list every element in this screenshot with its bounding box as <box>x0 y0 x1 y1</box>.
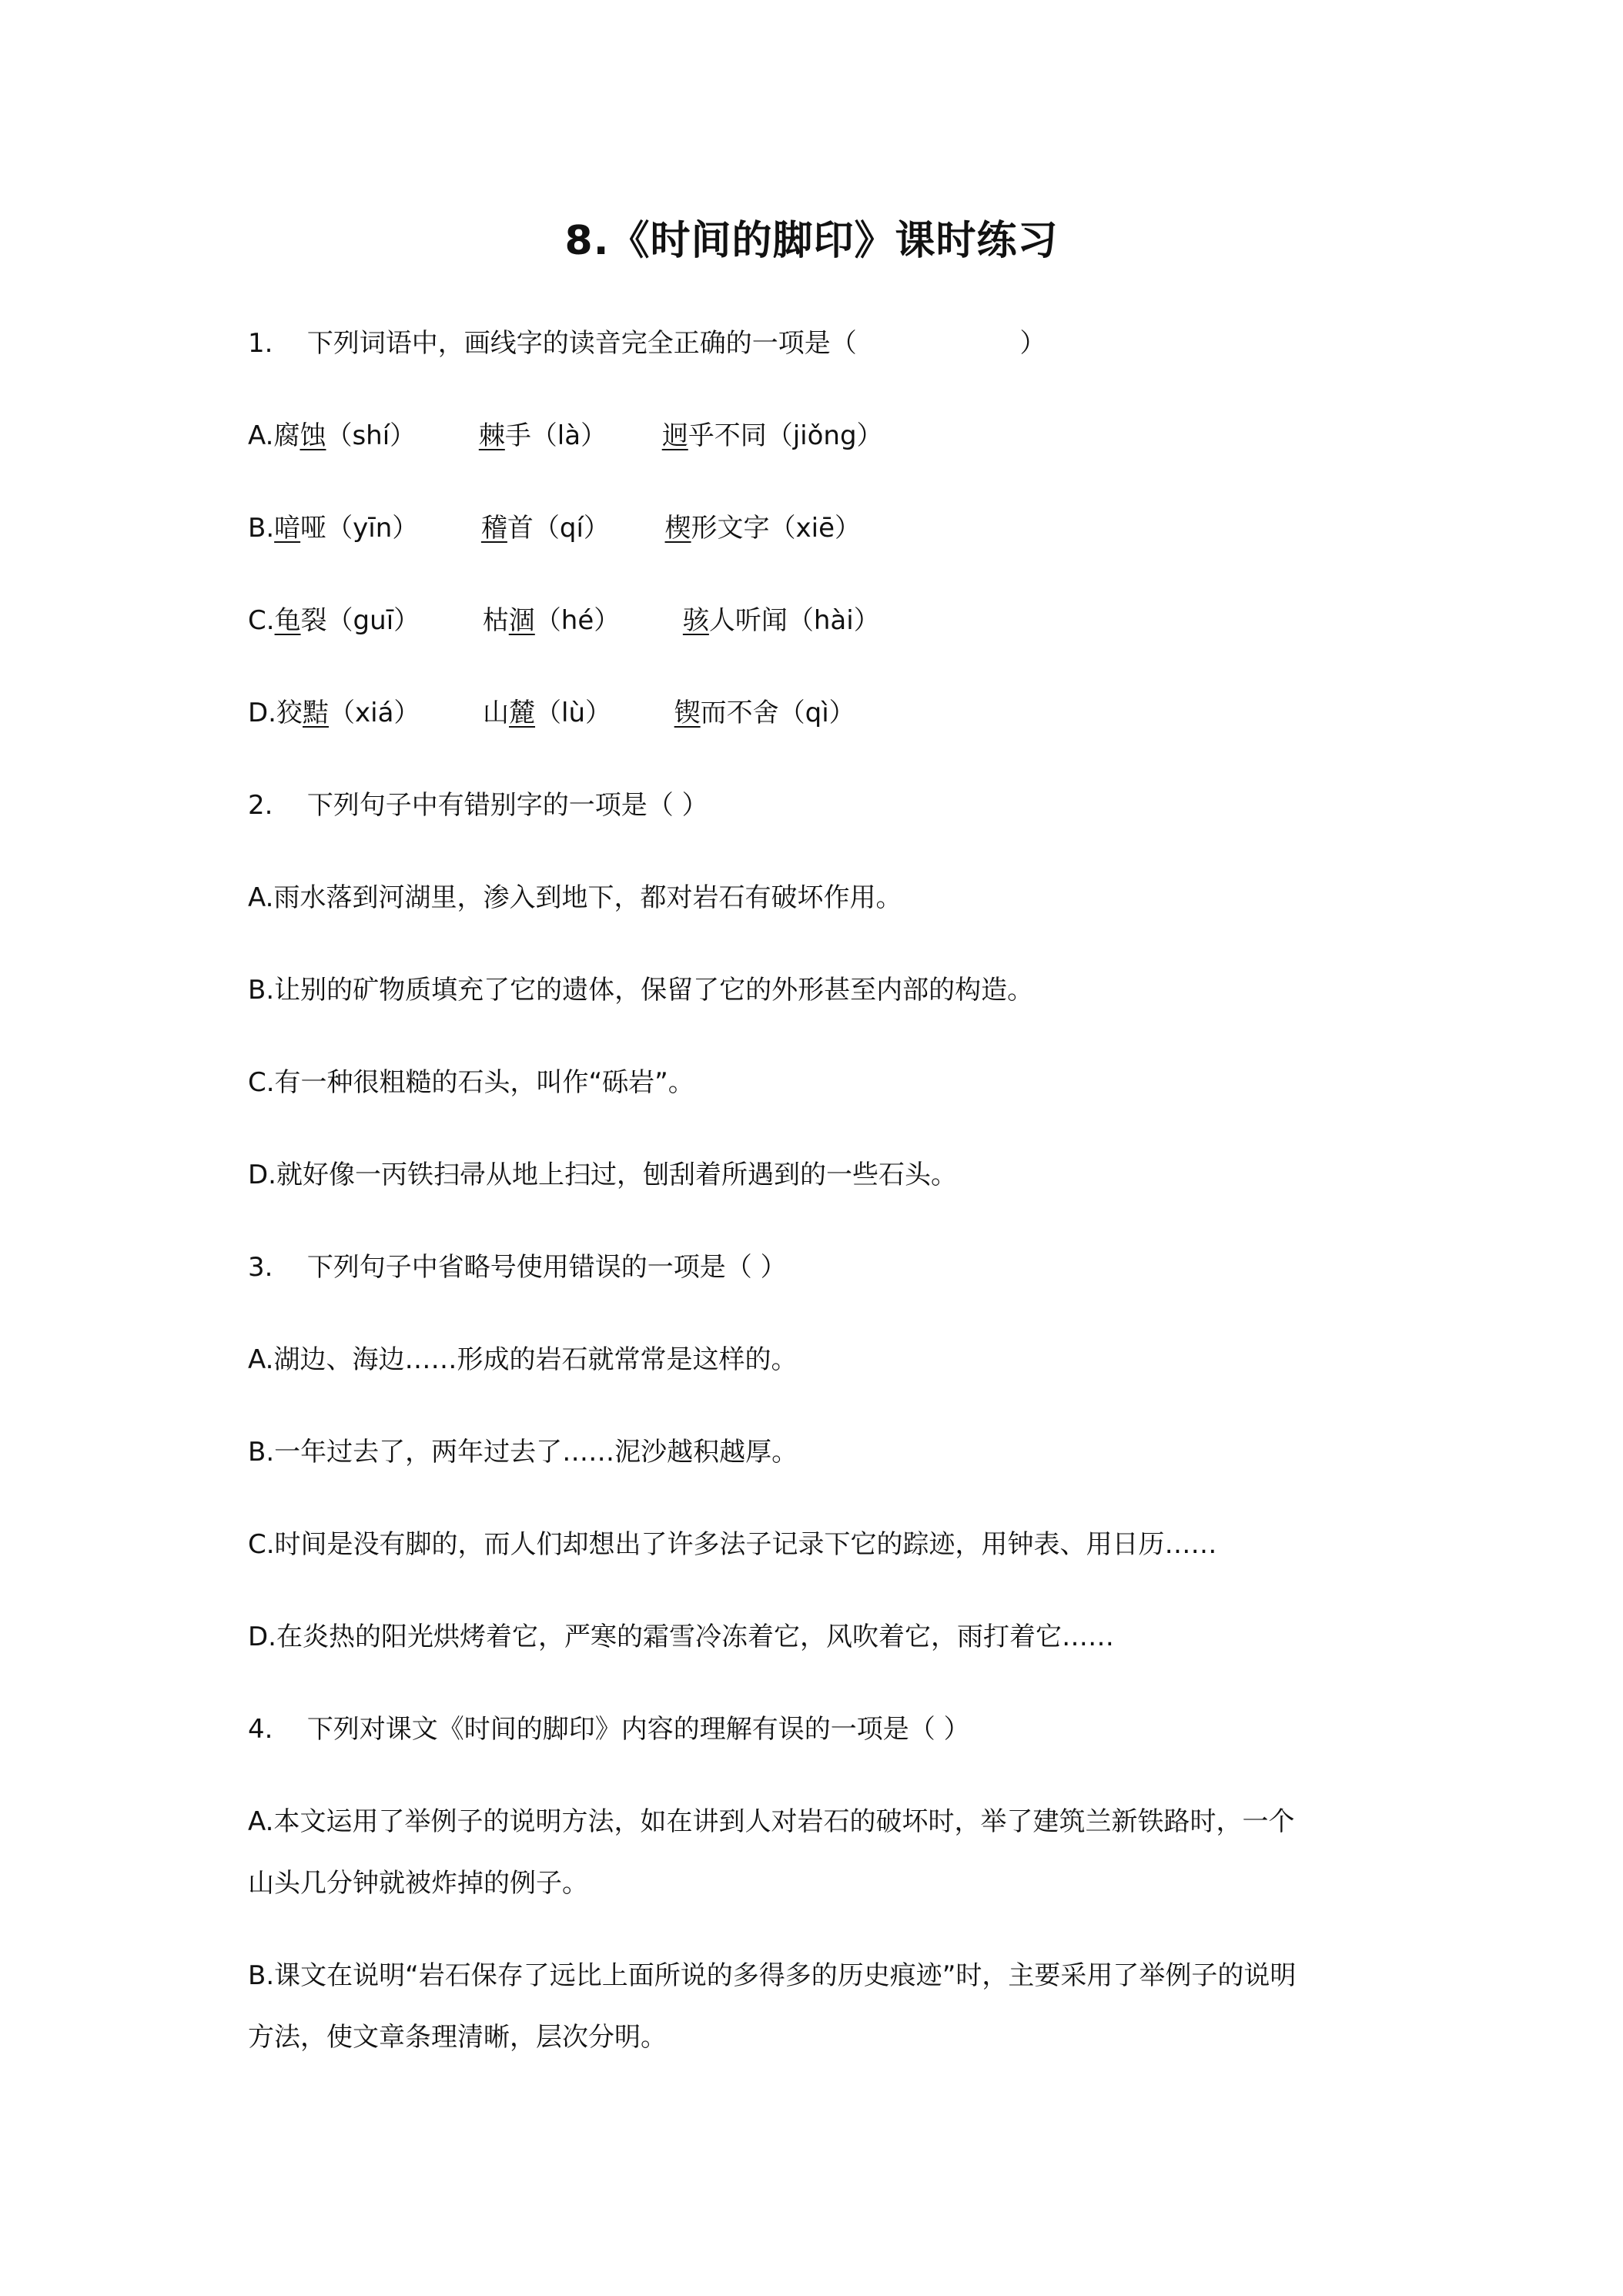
option-item: 楔形文字（xiē） <box>664 513 862 544</box>
option-item: 狡黠（xiá） <box>276 698 420 728</box>
option-d: D.就好像一丙铁扫帚从地上扫过，刨刮着所遇到的一些石头。 <box>248 1160 957 1190</box>
option-b <box>248 510 861 547</box>
option-item: 腐蚀（shí） <box>273 420 417 451</box>
question-stem: 下列句子中省略号使用错误的一项是（ ） <box>306 1252 787 1283</box>
option-item: 龟裂（guī） <box>274 605 420 636</box>
question-stem-close: ） <box>1019 328 1046 359</box>
option-item: 稽首（qí） <box>480 513 610 544</box>
page-title: 8.《时间的脚印》课时练习 <box>564 218 1059 264</box>
option-letter: C. <box>248 605 275 636</box>
option-item: 枯涸（hé） <box>482 605 621 636</box>
question-1 <box>248 325 1046 362</box>
option-b-line-2: 方法，使文章条理清晰，层次分明。 <box>248 2022 667 2053</box>
question-3 <box>248 1249 787 1286</box>
option-item: 骇人听闻（hài） <box>682 605 880 636</box>
option-a-line-2: 山头几分钟就被炸掉的例子。 <box>248 1868 588 1899</box>
option-item: 棘手（là） <box>478 420 607 451</box>
option-d: D.在炎热的阳光烘烤着它，严寒的霜雪冷冻着它，风吹着它，雨打着它…… <box>248 1622 1114 1652</box>
option-a-line-1: A.本文运用了举例子的说明方法，如在讲到人对岩石的破坏时，举了建筑兰新铁路时，一个 <box>248 1806 1295 1837</box>
option-c: C.有一种很粗糙的石头，叫作“砾岩”。 <box>248 1067 694 1098</box>
option-b: B.一年过去了，两年过去了……泥沙越积越厚。 <box>248 1437 798 1468</box>
question-number: 4. <box>248 1714 273 1745</box>
option-item: 喑哑（yīn） <box>274 513 419 544</box>
option-item: 山麓（lù） <box>483 698 612 728</box>
option-item: 锲而不舍（qì） <box>674 698 855 728</box>
question-number: 1. <box>248 328 273 359</box>
question-4 <box>248 1711 970 1748</box>
option-b-line-1: B.课文在说明“岩石保存了远比上面所说的多得多的历史痕迹”时，主要采用了举例子的说明 <box>248 1960 1297 1991</box>
option-a: A.湖边、海边……形成的岩石就常常是这样的。 <box>248 1344 798 1375</box>
question-number: 3. <box>248 1252 273 1283</box>
option-c: C.时间是没有脚的，而人们却想出了许多法子记录下它的踪迹，用钟表、用日历…… <box>248 1529 1217 1560</box>
option-b: B.让别的矿物质填充了它的遗体，保留了它的外形甚至内部的构造。 <box>248 975 1034 1006</box>
question-stem: 下列句子中有错别字的一项是（ ） <box>306 790 708 821</box>
option-c <box>248 602 880 639</box>
option-a: A.雨水落到河湖里，渗入到地下，都对岩石有破坏作用。 <box>248 882 902 913</box>
option-d <box>248 694 855 731</box>
question-number: 2. <box>248 790 273 821</box>
option-a <box>248 417 883 454</box>
option-item: 迥乎不同（jiǒng） <box>661 420 883 451</box>
option-letter: A. <box>248 420 274 451</box>
option-letter: D. <box>248 698 276 728</box>
question-stem: 下列对课文《时间的脚印》内容的理解有误的一项是（ ） <box>306 1714 970 1745</box>
option-letter: B. <box>248 513 275 544</box>
question-stem: 下列词语中，画线字的读音完全正确的一项是（ <box>306 328 857 359</box>
question-2 <box>248 787 708 824</box>
